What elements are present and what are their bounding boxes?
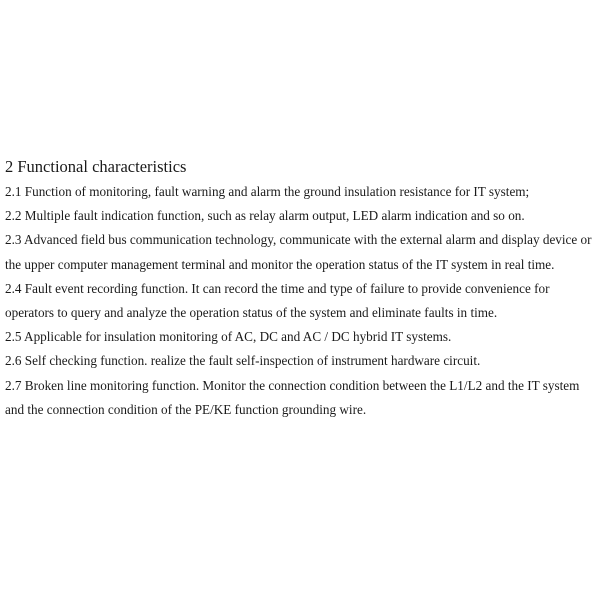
item-2-1: 2.1 Function of monitoring, fault warning and alarm the ground insulation resistance for IT system; [5, 184, 530, 199]
item-2-6: 2.6 Self checking function. realize the fault self-inspection of instrument hardware circuit. [5, 353, 481, 369]
item-2-7: 2.7 Broken line monitoring function. Monitor the connection condition between the L1/L2 and the IT system and the connection condition of the PE/KE function grounding wire. [5, 377, 580, 417]
item-2-2: 2.2 Multiple fault indication function, such as relay alarm output, LED alarm indication and so on. [5, 208, 525, 224]
section-heading: 2 Functional characteristics [5, 157, 187, 176]
item-2-3: 2.3 Advanced field bus communication technology, communicate with the external alarm and display device or the upper computer management terminal and monitor the operation status of the IT system in real time. [5, 232, 592, 272]
item-2-4: 2.4 Fault event recording function. It can record the time and type of failure to provide convenience for operators to query and analyze the operation status of the system and eliminate faults in time. [5, 280, 550, 321]
functional-characteristics-section [5, 155, 595, 422]
item-2-5: 2.5 Applicable for insulation monitoring of AC, DC and AC / DC hybrid IT systems. [5, 329, 452, 345]
